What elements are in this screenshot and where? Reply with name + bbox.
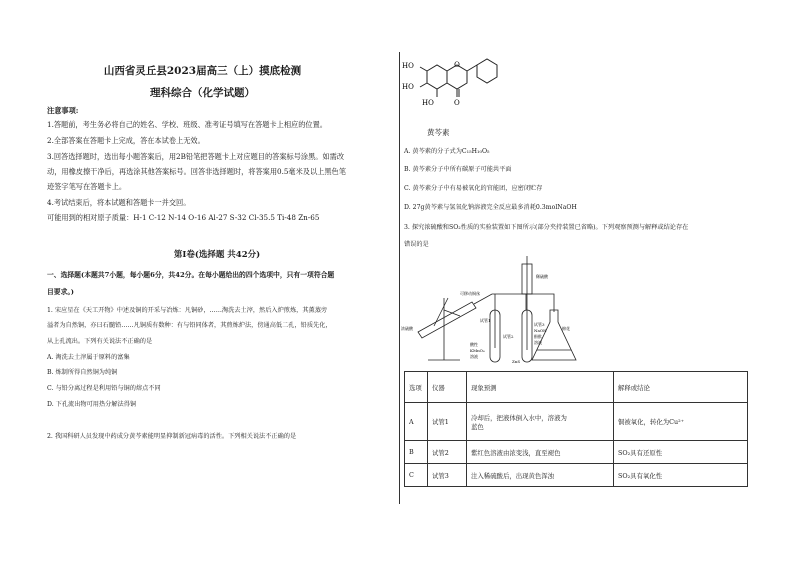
tube-1 <box>418 302 476 338</box>
q2-option: C. 黄芩素分子中有易被氧化的官能团，应密闭贮存 <box>404 185 543 192</box>
table-header: 现象预测 <box>467 372 614 403</box>
apparatus-label: KMnO₄ <box>470 348 485 353</box>
notice-item: 迹签字笔写在答题卡上。 <box>47 182 127 191</box>
notice-item: 动，用橡皮擦干净后，再选涂其他答案标号。回答非选择题时，将答案用0.5毫米及以上黑色笔 <box>47 167 346 176</box>
apparatus-label: ZnS <box>512 359 521 364</box>
table-cell: 铜被氧化，转化为Cu²⁺ <box>614 403 748 441</box>
table-cell: 注入稀硫酸后，出现黄色浑浊 <box>467 464 614 487</box>
apparatus-label: 试管2 <box>503 334 514 339</box>
notice-item: 4.考试结束后，将本试题和答题卡一并交回。 <box>47 198 191 207</box>
table-row <box>405 464 748 487</box>
q1-option: A. 淘洗去土滓属于原料的富集 <box>47 354 130 361</box>
table-header: 仪器 <box>428 372 467 403</box>
ring-a <box>427 65 447 89</box>
apparatus-label: 稀硫酸 <box>536 274 548 279</box>
substituent-label: HO <box>402 62 414 70</box>
apparatus-label: 试管1 <box>480 318 491 323</box>
q2-option: B. 黄芩素分子中所有碳原子可能共平面 <box>404 166 512 173</box>
apparatus-label: 溶液 <box>534 340 542 345</box>
svg-text:O: O <box>454 61 460 69</box>
apparatus-label: 试管3 <box>534 322 545 327</box>
section-intro: 目要求。) <box>47 288 75 296</box>
table-cell <box>467 403 614 441</box>
exam-subtitle: 理科综合（化学试题） <box>150 87 255 99</box>
table-cell: 试管3 <box>428 464 467 487</box>
q2-stem: 2. 我国科研人员发现中药成分黄芩素能明显抑制新冠病毒的活性。下列相关说法不正确的是 <box>47 433 297 440</box>
section-title: 第Ⅰ卷(选择题 共42分) <box>173 250 261 260</box>
table-header: 选项 <box>405 372 428 403</box>
notice-item: 1.答题前，考生务必将自己的姓名、学校、班级、准考证号填写在答题卡上相应的位置。 <box>47 120 327 129</box>
baicalein-structure <box>400 55 510 125</box>
substituent-label: HO <box>402 83 414 91</box>
table-cell: B <box>405 441 428 464</box>
apparatus-label: 酚酞 <box>534 334 542 339</box>
q2-option: D. 27g黄芩素与氢氧化钠溶液完全反应最多消耗0.3molNaOH <box>404 204 577 211</box>
phenyl-ring <box>477 59 497 83</box>
apparatus-label: 可移动铜丝 <box>460 291 480 296</box>
table-cell: A <box>405 403 428 441</box>
substituent-label: O <box>454 99 460 107</box>
substituent-label: HO <box>422 99 434 107</box>
table-header-row <box>405 372 748 403</box>
table-cell: 试管2 <box>428 441 467 464</box>
q3-stem: 3. 探究浓硫酸和SO₂性质的实验装置如下图所示(部分夹持装置已省略)。下列观察预测与解释或结论存在 <box>404 224 689 231</box>
experiment-apparatus <box>400 250 590 368</box>
table-cell: C <box>405 464 428 487</box>
q1-option: C. 与铅分离过程是利用铅与铜的熔点不同 <box>47 385 161 392</box>
table-row <box>405 403 748 441</box>
q1-stem: 溢者为自然铜，亦曰石髓铅……凡铜质有数种：有与铅同体者，其煎炼炉法，傍通高低二孔，铅质先化， <box>47 322 332 329</box>
apparatus-label: 溶液 <box>470 354 478 359</box>
q3-stem: 错误的是 <box>404 241 429 248</box>
apparatus-label: 浓硫酸 <box>401 326 413 331</box>
exam-title: 山西省灵丘县2023届高三（上）摸底检测 <box>103 65 302 77</box>
structure-name: 黄芩素 <box>427 128 450 137</box>
notice-heading: 注意事项: <box>47 106 79 115</box>
table-cell: 紫红色溶液由浓变浅，直至褪色 <box>467 441 614 464</box>
table-cell: 试管1 <box>428 403 467 441</box>
q2-option: A. 黄芩素的分子式为C₁₅H₁₀O₅ <box>404 148 490 155</box>
notice-item: 2.全部答案在答题卡上完成，答在本试卷上无效。 <box>47 136 205 145</box>
section-intro: 一、选择题(本题共7小题，每小题6分，共42分。在每小题给出的四个选项中，只有一项符合题 <box>47 271 335 279</box>
table-row <box>405 441 748 464</box>
apparatus-label: 酸性 <box>470 342 478 347</box>
apparatus-label: 棉花 <box>562 326 570 331</box>
apparatus-label: NaOH <box>534 328 547 333</box>
q1-option: D. 下孔流出物可用热分解法得铜 <box>47 401 137 408</box>
table-cell-text: 蓝色 <box>471 422 484 431</box>
q1-stem: 从上孔流出。下列有关说法不正确的是 <box>47 338 153 345</box>
q1-stem: 1. 宋应星在《天工开物》中述及铜的开采与冶炼：凡铜砂，……淘洗去土滓，然后入炉煎炼，其薰蒸旁 <box>47 307 328 314</box>
table-cell: SO₂具有还原性 <box>614 441 748 464</box>
table-cell: SO₂具有氧化性 <box>614 464 748 487</box>
table-cell-text: 冷却后，把液体倒入水中，溶液为 <box>471 413 567 422</box>
notice-item: 3.回答选择题时，选出每小题答案后，用2B铅笔把答题卡上对应题目的答案标号涂黑。如需改 <box>47 152 345 161</box>
q3-table <box>404 371 748 487</box>
table-header: 解释或结论 <box>614 372 748 403</box>
q1-option: B. 炼制所得自然铜为纯铜 <box>47 369 118 376</box>
atomic-masses: 可能用到的相对原子质量：H-1 C-12 N-14 O-16 Al-27 S-32 Cl-35.5 Ti-48 Zn-65 <box>47 213 320 222</box>
